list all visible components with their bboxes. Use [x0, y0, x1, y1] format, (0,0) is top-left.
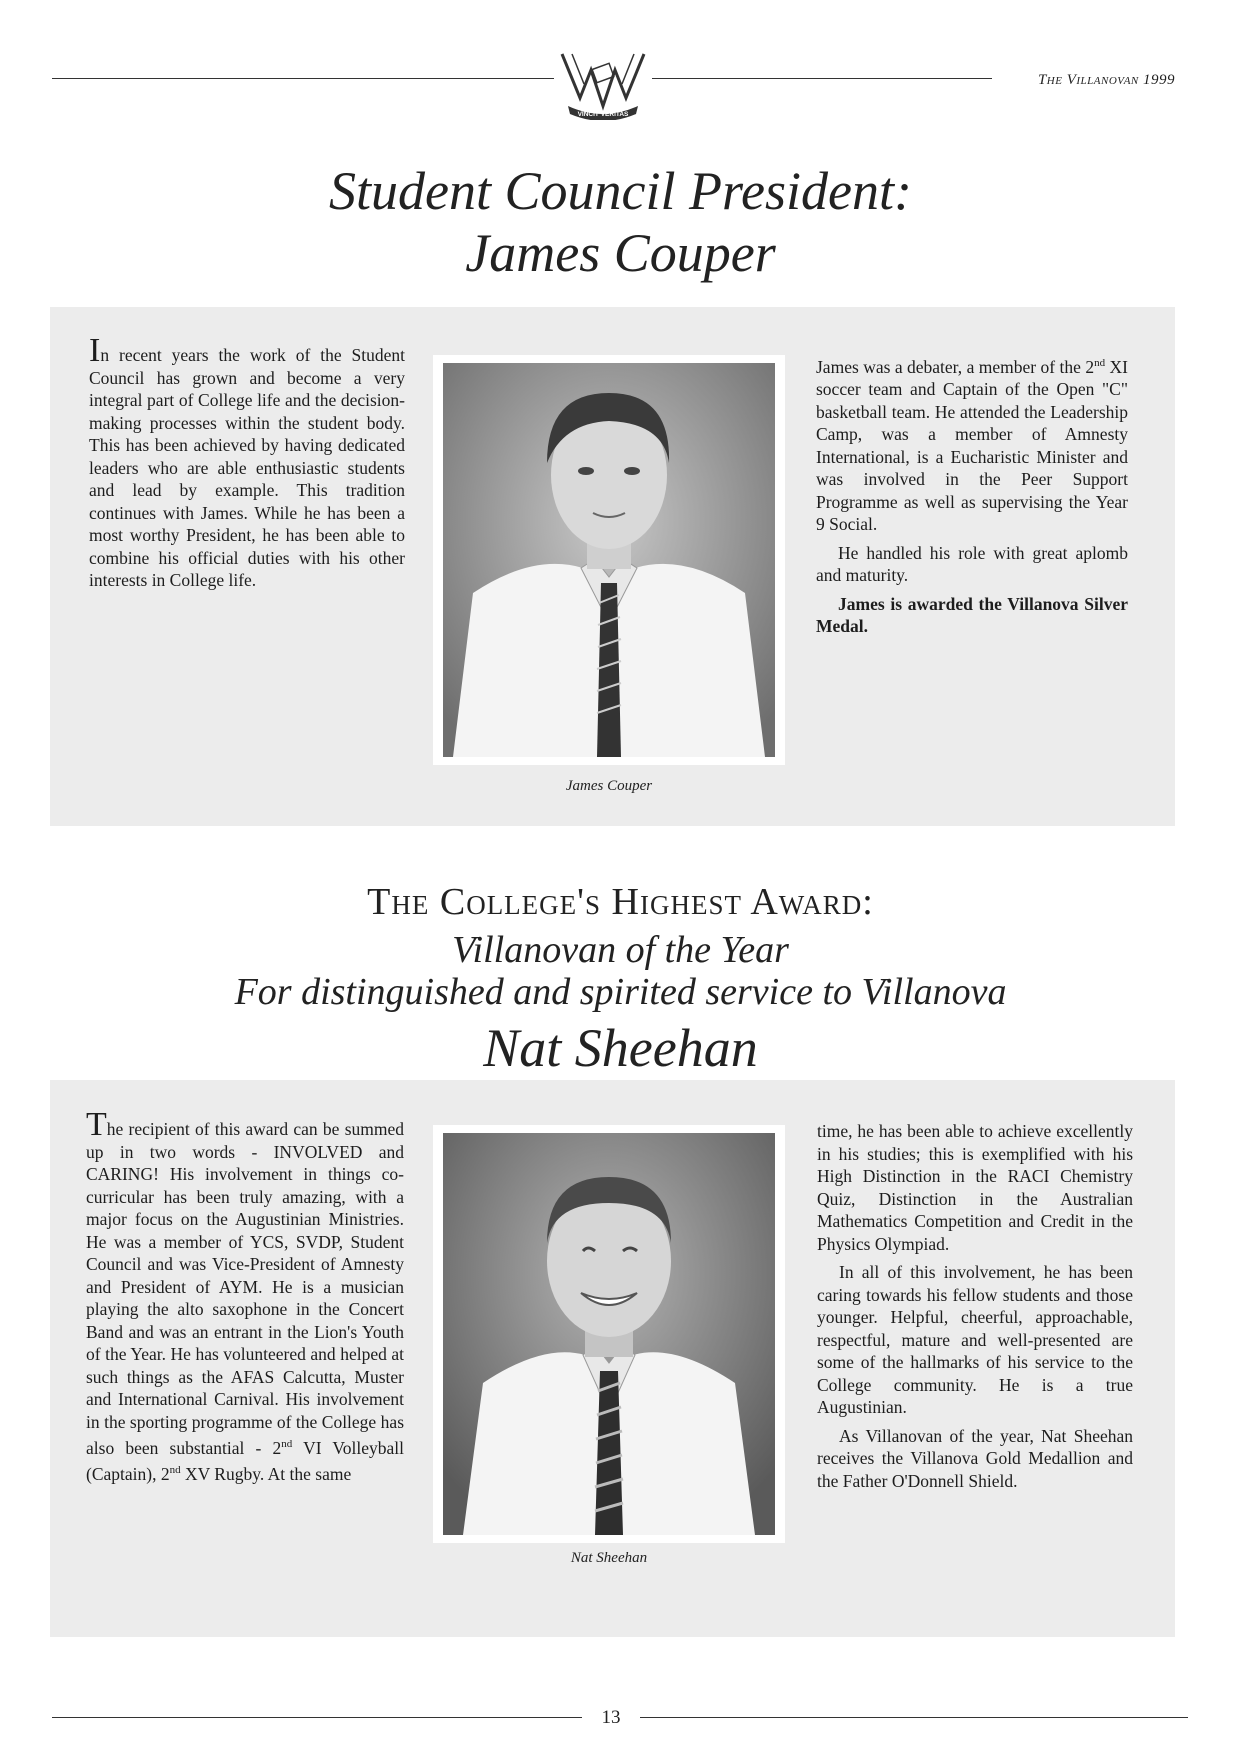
section2-subtitle2: For distinguished and spirited service to Villanova: [234, 971, 1007, 1013]
section2-left-sup2: nd: [169, 1464, 181, 1477]
section2-right-p2: In all of this involvement, he has been caring towards his fellow students and those younger. Helpful, cheerful, approachable, respectful, mature and well-presented are some of the hallmarks of his service to the College community. He is a true Augustinian.: [817, 1262, 1133, 1417]
section2-heading: The College's Highest Award:: [367, 881, 874, 923]
section1-right-p3: James is awarded the Villanova Silver Medal.: [816, 593, 1128, 637]
running-title-year: 1999: [1143, 72, 1175, 88]
section2-right-p3: As Villanovan of the year, Nat Sheehan receives the Villanova Gold Medallion and the Father O'Donnell Shield.: [817, 1425, 1133, 1491]
page-number: 13: [601, 1707, 621, 1728]
running-title-prefix: The Villanovan: [1037, 72, 1139, 88]
section1-right-p1a: James was a debater, a member of the 2: [816, 356, 1095, 377]
section2-left-text-b: VI Volleyball (Captain), 2: [86, 1437, 404, 1485]
section2-left-column: [86, 1106, 404, 1492]
dropcap-i: I: [89, 332, 101, 369]
section2-left-text-c: XV Rugby. At the same: [180, 1464, 352, 1485]
james-couper-caption: James Couper: [565, 778, 653, 794]
section2-right-p1: time, he has been able to achieve excellently in his studies; this is exemplified with his High Distinction in the RACI Chemistry Quiz, Distinction in the Australian Mathematics Competition and Credit in the Physics Olympiad.: [817, 1121, 1133, 1254]
james-couper-portrait: [443, 363, 775, 757]
section2-left-text-a: he recipient of this award can be summed up in two words - INVOLVED and CARING! His involvement in things co-curricular has been truly amazing, with a major focus on the Augustinian Ministries. He was a member of YCS, SVDP, Student Council and was Vice-President of Amnesty and President of AYM. He is a musician playing the alto saxophone in the Concert Band and was an entrant in the Lion's Youth of the Year. He has volunteered and helped at such things as the AFAS Calcutta, Muster and International Carnival. His involvement in the sporting programme of the College has also been substantial - 2: [86, 1119, 404, 1458]
section2-left-sup1: nd: [281, 1438, 293, 1450]
section1-right-p2: He handled his role with great aplomb and maturity.: [816, 542, 1128, 586]
section2-subtitle1: Villanovan of the Year: [452, 929, 789, 971]
section1-title-line1: Student Council President:: [329, 161, 912, 221]
footer-rule-left: [52, 1717, 582, 1718]
section2-right-column: [817, 1120, 1133, 1498]
james-couper-photo: [433, 355, 785, 765]
section1-left-text: n recent years the work of the Student Council has grown and become a very integral part of College life and the decision-making processes within the student body. This has been achieved by having dedicated leaders who are able enthusiastic students and lead by example. This tradition continues with James. While he has been a most worthy President, he has been able to combine his official duties with his other interests in College life.: [89, 345, 405, 590]
crest-motto: VINCIT VERITAS: [577, 111, 629, 118]
running-title: [1038, 72, 1175, 89]
nat-sheehan-caption: Nat Sheehan: [570, 1550, 648, 1566]
section1-right-p1b: XI soccer team and Captain of the Open "C" basketball team. He attended the Leadership Camp, was a member of Amnesty International, is a Eucharistic Minister and was involved in the Peer Support Programme as well as supervising the Year 9 Social.: [816, 356, 1128, 535]
nat-sheehan-portrait: [443, 1133, 775, 1535]
footer-rule-right: [640, 1717, 1188, 1718]
nat-sheehan-photo: [433, 1125, 785, 1543]
section1-right-sup: nd: [1094, 357, 1106, 369]
dropcap-t: T: [86, 1106, 107, 1143]
header-rule-left: [52, 78, 554, 79]
section1-right-column: [816, 352, 1128, 644]
wv-crest-icon: [558, 48, 648, 120]
header-rule-right: [652, 78, 992, 79]
section2-name: Nat Sheehan: [483, 1018, 758, 1078]
section1-title-line2: James Couper: [465, 223, 776, 283]
section1-left-column: [89, 332, 405, 598]
